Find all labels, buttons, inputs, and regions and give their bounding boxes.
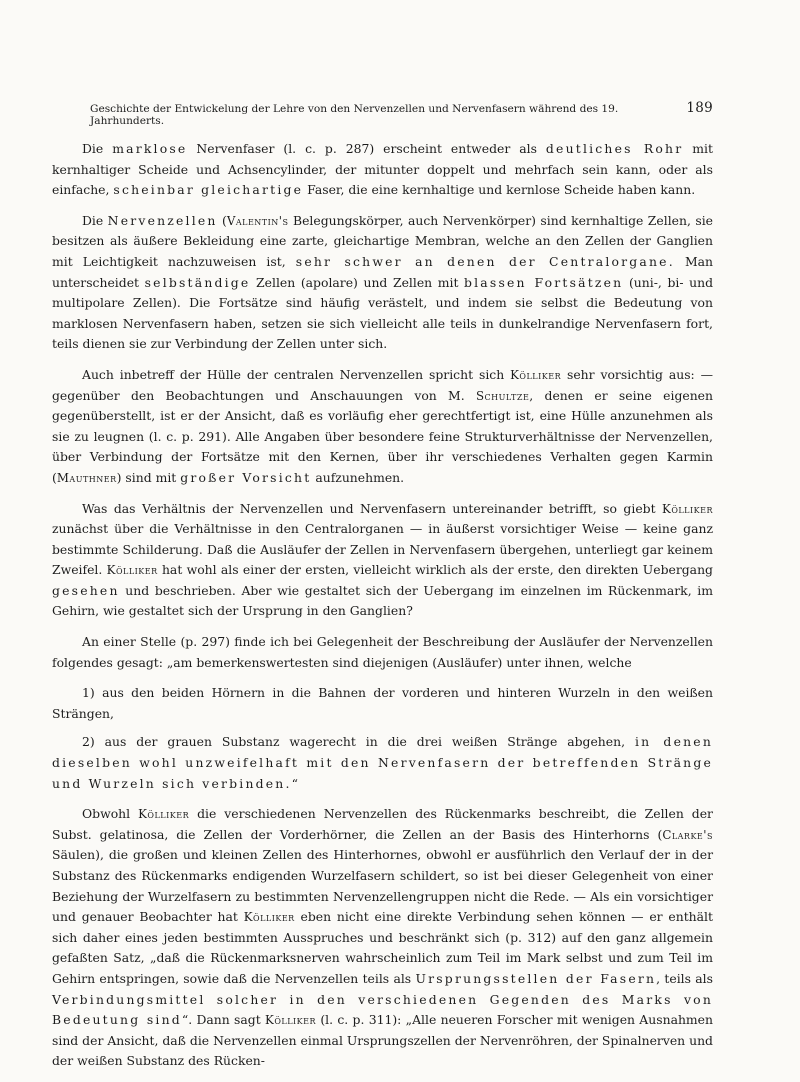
running-header bbox=[52, 100, 713, 127]
author-name: Kölliker bbox=[510, 367, 562, 382]
paragraph bbox=[52, 499, 713, 623]
spaced-emphasis: gesehen bbox=[52, 582, 120, 598]
text: mit kernhaltiger Scheide und Achsencylinder, der mitunter doppelt und mehrfach sein kann, oder als einfache, bbox=[52, 141, 713, 198]
text: Nervenfaser (l. c. p. 287) erscheint entweder als bbox=[187, 141, 546, 156]
author-name: Valentin's bbox=[226, 213, 289, 228]
running-title: Geschichte der Entwickelung der Lehre von den Nervenzellen und Nervenfasern während des 19. Jahrhunderts. bbox=[90, 103, 619, 127]
text: zunächst über die Verhältnisse in den Centralorganen — in äußerst vorsichtiger Weise — keine ganz bestimmte Schilderung. Daß die Ausläufer der Zellen in Nervenfasern übergehen, unterliegt gar keinem Zweifel. bbox=[52, 521, 713, 578]
spaced-emphasis: Verbindungsmittel solcher in den verschiedenen Gegenden des Marks von Bedeutung sind bbox=[52, 991, 713, 1028]
text: Man unterscheidet bbox=[52, 253, 714, 290]
paragraph bbox=[52, 211, 713, 355]
author-name: Kölliker bbox=[243, 910, 295, 925]
text: (uni-, bi- und multipolare Zellen). Die Fortsätze sind häufig verästelt, und indem sie selbst die Bedeutung von marklosen Nervenfasern haben, setzen sie sich vielleicht alle teils in dunkelrandige Nervenfasern fort, teils dienen sie zur Verbindung der Zellen unter sich. bbox=[52, 274, 714, 352]
text: Obwohl bbox=[82, 806, 139, 822]
spaced-emphasis: in denen dieselben wohl unzweifelhaft mit den Nervenfasern der betreffenden Stränge und Wurzeln sich verbinden. bbox=[52, 734, 713, 791]
paragraph bbox=[52, 365, 713, 489]
text: , teils als bbox=[656, 970, 714, 986]
text: “. Dann sagt bbox=[181, 1012, 266, 1028]
text: Belegungskörper, auch Nervenkörper) sind kernhaltige Zellen, sie besitzen als äußere Bekleidung eine zarte, gleichartige Membran, welche an den Zellen der Ganglien mit Leichtigkeit nachzuweisen ist, bbox=[52, 212, 713, 269]
text: 2) aus der grauen Substanz wagerecht in die drei weißen Stränge abgehen, bbox=[82, 734, 635, 750]
text: “ bbox=[291, 775, 298, 791]
page bbox=[52, 100, 713, 1082]
text: Die bbox=[82, 141, 113, 156]
spaced-emphasis: marklose bbox=[112, 141, 188, 156]
numbered-item bbox=[52, 732, 713, 794]
author-name: Kölliker bbox=[106, 563, 158, 578]
text: , denen er seine eigenen gegenüberstellt, ist er der Ansicht, daß es vorläufig eher gerechtfertigt ist, eine Hülle anzunehmen als sie zu leugnen (l. c. p. 291). Alle Angaben über besondere feine Strukturverhältnisse der Nervenzellen, über Verbindung der Fortsätze mit den Kernen, über ihr verschiedenes Verhalten gegen Karmin ( bbox=[52, 387, 713, 485]
spaced-emphasis: blassen Fortsätzen bbox=[464, 274, 624, 290]
spaced-emphasis: scheinbar gleichartige bbox=[113, 182, 304, 198]
text: und beschrieben. Aber wie gestaltet sich der Uebergang im einzelnen im Rückenmark, im Gehirn, wie gestaltet sich der Ursprung in den Ganglien? bbox=[52, 582, 713, 619]
text: Zellen (apolare) und Zellen mit bbox=[250, 274, 465, 290]
author-name: Mauthner bbox=[56, 470, 117, 485]
paragraph: An einer Stelle (p. 297) finde ich bei Gelegenheit der Beschreibung der Ausläufer der Nervenzellen folgendes gesagt: „am bemerkenswertesten sind diejenigen (Ausläufer) unter ihnen, welche bbox=[52, 634, 713, 670]
text: die verschiedenen Nervenzellen des Rückenmarks beschreibt, die Zellen der Subst. gelatinosa, die Zellen der Vorderhörner, die Zellen an der Basis des Hinterhorns ( bbox=[52, 806, 713, 842]
numbered-item: 1) aus den beiden Hörnern in die Bahnen der vorderen und hinteren Wurzeln in den weißen Strängen, bbox=[52, 685, 713, 721]
page-number: 189 bbox=[686, 100, 713, 116]
text: Auch inbetreff der Hülle der centralen Nervenzellen spricht sich bbox=[82, 366, 511, 382]
author-name: Kölliker bbox=[265, 1013, 317, 1028]
author-name: Clarke's bbox=[662, 827, 713, 842]
author-name: Kölliker bbox=[662, 501, 713, 516]
author-name: Kölliker bbox=[138, 807, 190, 822]
author-name: Schultze bbox=[475, 388, 530, 403]
text: ( bbox=[217, 212, 227, 228]
paragraph bbox=[52, 139, 713, 201]
paragraph bbox=[52, 804, 713, 1072]
spaced-emphasis: großer Vorsicht bbox=[180, 469, 312, 485]
text: sehr vorsichtig aus: — gegenüber den Beobachtungen und Anschauungen von M. bbox=[52, 366, 714, 403]
spaced-emphasis: selbständige bbox=[144, 274, 251, 290]
spaced-emphasis: deutliches Rohr bbox=[545, 141, 684, 156]
spaced-emphasis: Ursprungsstellen der Fasern bbox=[415, 970, 657, 986]
text: Was das Verhältnis der Nervenzellen und Nervenfasern untereinander betrifft, so giebt bbox=[82, 500, 662, 516]
spaced-emphasis: sehr schwer an denen der Centralorgane. bbox=[295, 253, 675, 269]
text: hat wohl als einer der ersten, vielleicht wirklich als der erste, den direkten Uebergang bbox=[157, 562, 713, 578]
text: eben nicht eine direkte Verbindung sehen können — er enthält sich daher eines jeden bestimmten Ausspruches und beschränkt sich (p. 312) auf den ganz allgemein gefaßten Satz, „daß die Rückenmarksnerven wahrscheinlich zum Teil im Mark selbst und zum Teil im Gehirn entspringen, sowie daß die Nervenzellen teils als bbox=[52, 909, 713, 986]
text: Faser, die eine kernhaltige und kernlose Scheide haben kann. bbox=[303, 182, 696, 198]
text: (l. c. p. 311): „Alle neueren Forscher mit wenigen Ausnahmen sind der Ansicht, daß die Nervenzellen einmal Ursprungszellen der Nervenröhren, der Spinalnerven und der weißen Substanz des Rücken- bbox=[52, 1012, 713, 1069]
text: Die bbox=[82, 212, 108, 228]
text: ) sind mit bbox=[116, 469, 181, 485]
spaced-emphasis: Nervenzellen bbox=[107, 212, 218, 228]
text: Säulen), die großen und kleinen Zellen des Hinterhornes, obwohl er ausführlich den Verlauf der in der Substanz des Rückenmarks endigenden Wurzelfasern schildert, so ist bei dieser Gelegenheit von einer Beziehung der Wurzelfasern zu bestimmten Nervenzellengruppen nicht die Rede. — Als ein vorsichtiger und genauer Beobachter hat bbox=[52, 847, 713, 925]
text: aufzunehmen. bbox=[311, 469, 405, 485]
